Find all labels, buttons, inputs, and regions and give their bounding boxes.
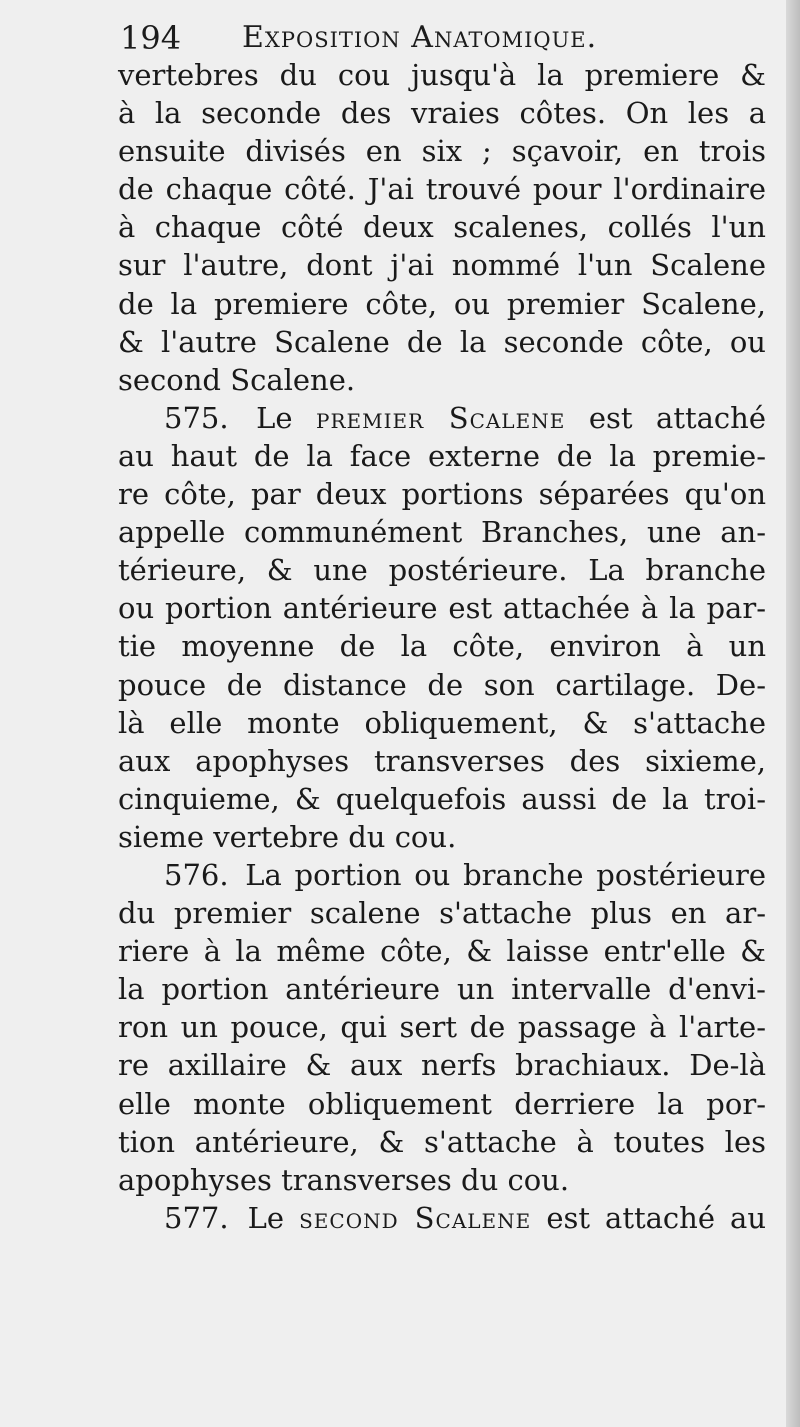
text-line: ou portion antérieure est attachée à la par- (118, 591, 766, 626)
text-line: de la premiere côte, ou premier Scalene, (118, 286, 766, 321)
text-line: aux apophyses transverses des sixieme, (118, 743, 766, 778)
text-line: second Scalene. (118, 362, 356, 397)
text-line: au haut de la face externe de la premie- (118, 438, 766, 473)
paragraph-first-rest: est attaché (588, 400, 766, 435)
text-line: appelle communément Branches, une an- (118, 515, 766, 550)
text-line: la portion antérieure un intervalle d'envi- (118, 972, 766, 1007)
text-line: re côte, par deux portions séparées qu'on (118, 477, 766, 512)
text-line: du premier scalene s'attache plus en ar- (118, 896, 766, 931)
paragraph-first-rest: est attaché au (546, 1200, 767, 1235)
text-line: ron un pouce, qui sert de passage à l'arte- (118, 1010, 766, 1045)
text-line: à chaque côté deux scalenes, collés l'un (118, 210, 766, 245)
page-header (120, 16, 760, 60)
text-line: à la seconde des vraies côtes. On les a (118, 96, 766, 131)
page-number: 194 (120, 19, 182, 57)
text-line: riere à la même côte, & laisse entr'elle & (118, 934, 766, 969)
text-line: pouce de distance de son cartilage. De- (118, 667, 766, 702)
running-title: Exposition Anatomique. (242, 20, 598, 55)
text-line: de chaque côté. J'ai trouvé pour l'ordinaire (118, 172, 766, 207)
paragraph-number: 576. (164, 857, 229, 892)
paragraph-577-first-line (118, 1199, 766, 1237)
muscle-name-small-caps: premier Scalene (316, 400, 566, 435)
text-line: térieure, & une postérieure. La branche (118, 553, 766, 588)
paragraph-number: 577. (164, 1200, 229, 1235)
paragraph-first-text: La portion ou branche postérieure (245, 857, 766, 892)
muscle-name-small-caps: second Scalene (299, 1200, 532, 1235)
text-line: apophyses transverses du cou. (118, 1162, 570, 1197)
paragraph-lead: Le (247, 1200, 285, 1235)
body-text (118, 56, 766, 1237)
text-line: cinquieme, & quelquefois aussi de la troi- (118, 781, 766, 816)
text-line: tie moyenne de la côte, environ à un (118, 629, 766, 664)
text-line: ensuite divisés en six ; sçavoir, en trois (118, 134, 766, 169)
paragraph-number: 575. (164, 400, 229, 435)
text-line: là elle monte obliquement, & s'attache (118, 705, 766, 740)
text-line: sieme vertebre du cou. (118, 819, 457, 854)
text-line: elle monte obliquement derriere la por- (118, 1086, 766, 1121)
text-line: & l'autre Scalene de la seconde côte, ou (118, 324, 766, 359)
paragraph-lead: Le (256, 400, 293, 435)
page-bottom-margin (118, 1262, 766, 1402)
text-line: re axillaire & aux nerfs brachiaux. De-là (118, 1048, 766, 1083)
paragraph-575-first-line (118, 399, 766, 437)
text-line: tion antérieure, & s'attache à toutes les (118, 1124, 766, 1159)
page-edge (786, 0, 800, 1427)
paragraph-576-first-line (118, 856, 766, 894)
text-line: vertebres du cou jusqu'à la premiere & (118, 58, 766, 92)
text-line: sur l'autre, dont j'ai nommé l'un Scalene (118, 248, 766, 283)
